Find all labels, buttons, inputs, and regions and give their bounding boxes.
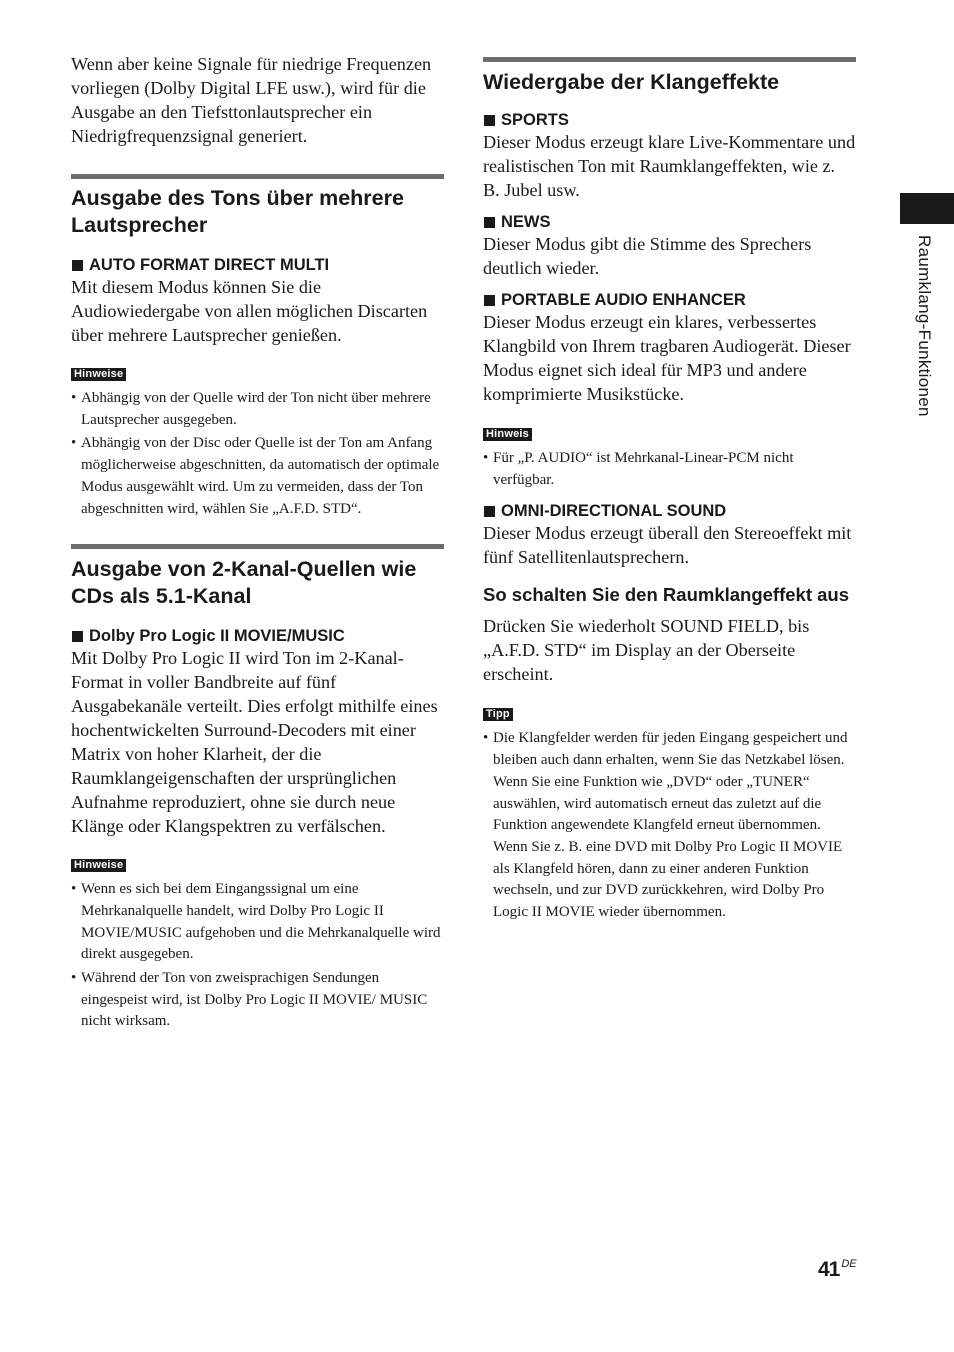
mode-title-text: Dolby Pro Logic II MOVIE/MUSIC: [89, 627, 345, 646]
tip-list: [483, 728, 856, 923]
mode-title-news: [483, 212, 856, 232]
mode-title-text: OMNI-DIRECTIONAL SOUND: [501, 502, 727, 521]
notes-badge: Hinweise: [71, 859, 126, 872]
notes-badge: Hinweise: [71, 368, 126, 381]
tip-item: • Die Klangfelder werden für jeden Eingang gespeichert und bleiben auch dann erhalten, wenn Sie das Netzkabel lösen. Wenn Sie eine Funktion wie „DVD“ oder „TUNER“ auswählen, wird automatisch erneut das zuletzt auf die Funktion angewendete Klangfeld erneut übernommen. Wenn Sie z. B. eine DVD mit Dolby Pro Logic II MOVIE als Klangfeld hören, dann zu einer anderen Funktion wechseln, und zur DVD zurückkehren, wird Dolby Pro Logic II MOVIE wieder übernommen.: [483, 728, 856, 923]
tip-header: [483, 704, 856, 722]
mode-title-omni: [483, 501, 856, 521]
chapter-tab-marker: [900, 193, 954, 224]
note-badge: Hinweis: [483, 428, 532, 441]
mode-title-text: AUTO FORMAT DIRECT MULTI: [89, 256, 330, 274]
mode-title-portable-audio: [483, 290, 856, 310]
subsection-title-switch-off: So schalten Sie den Raumklangeffekt aus: [483, 584, 849, 606]
mode-title-text: SPORTS: [501, 111, 569, 129]
mode-title-sports: [483, 110, 856, 130]
note-item: • Abhängig von der Disc oder Quelle ist der Ton am Anfang möglicherweise abgeschnitten, da automatisch der optimale Modus ausgewählt wird. Um zu vermeiden, dass der Ton abgeschnitten wird, wählen Sie „A.F.D. STD“.: [71, 433, 444, 520]
mode-description: Dieser Modus gibt die Stimme des Sprechers deutlich wieder.: [483, 234, 812, 278]
section-title-sound-effects: Wiedergabe der Klangeffekte: [483, 70, 780, 94]
square-bullet-icon: [484, 115, 495, 126]
square-bullet-icon: [484, 506, 495, 517]
page-language-suffix: DE: [841, 1258, 857, 1270]
note-item: • Während der Ton von zweisprachigen Sendungen eingespeist wird, ist Dolby Pro Logic II MOVIE/ MUSIC nicht wirksam.: [71, 968, 444, 1033]
page-number: [818, 1258, 857, 1282]
section-rule: [71, 174, 444, 179]
note-item: • Für „P. AUDIO“ ist Mehrkanal-Linear-PCM nicht verfügbar.: [483, 448, 856, 491]
notes-list: [71, 388, 444, 520]
mode-description: Mit Dolby Pro Logic II wird Ton im 2-Kanal-Format in voller Bandbreite auf fünf Ausgabekanäle verteilt. Dies erfolgt mithilfe eines hochentwickelten Surround-Decoders mit einer Matrix von hoher Klarheit, der die Raumklangeigenschaften der ursprünglichen Aufnahme reproduziert, ohne sie durch neue Klänge oder Klangspektren zu verfälschen.: [71, 648, 438, 837]
section-title-multi-speaker: Ausgabe des Tons über mehrere Lautsprecher: [71, 186, 404, 237]
square-bullet-icon: [72, 260, 83, 271]
square-bullet-icon: [484, 295, 495, 306]
notes-list: [71, 879, 444, 1033]
square-bullet-icon: [484, 217, 495, 228]
intro-paragraph: Wenn aber keine Signale für niedrige Frequenzen vorliegen (Dolby Digital LFE usw.), wird für die Ausgabe an den Tiefsttonlautsprecher ein Niedrigfrequenzsignal generiert.: [71, 54, 432, 146]
note-item: • Abhängig von der Quelle wird der Ton nicht über mehrere Lautsprecher ausgegeben.: [71, 388, 444, 431]
switch-off-description: Drücken Sie wiederholt SOUND FIELD, bis „A.F.D. STD“ im Display an der Oberseite erscheint.: [483, 616, 810, 685]
mode-title-text: PORTABLE AUDIO ENHANCER: [501, 291, 746, 309]
right-column: [483, 0, 856, 924]
notes-list: [483, 448, 856, 491]
mode-title-afd-multi: [71, 255, 444, 275]
mode-description: Dieser Modus erzeugt klare Live-Kommentare und realistischen Ton mit Raumklangeffekten, wie z. B. Jubel usw.: [483, 132, 856, 200]
notes-header: [71, 364, 444, 382]
note-header: [483, 424, 856, 442]
tip-badge: Tipp: [483, 708, 513, 721]
mode-description: Dieser Modus erzeugt überall den Stereoeffekt mit fünf Satellitenlautsprechern.: [483, 523, 852, 568]
page-number-value: 41: [818, 1258, 840, 1281]
mode-title-text: NEWS: [501, 213, 551, 231]
mode-description: Dieser Modus erzeugt ein klares, verbessertes Klangbild von Ihrem tragbaren Audiogerät. Dieser Modus eignet sich ideal für MP3 und andere komprimierte Musikstücke.: [483, 312, 851, 404]
section-title-2ch-to-51: Ausgabe von 2-Kanal-Quellen wie CDs als 5.1-Kanal: [71, 557, 417, 609]
chapter-side-label: Raumklang-Funktionen: [915, 235, 934, 417]
notes-header: [71, 855, 444, 873]
section-rule: [483, 57, 856, 62]
section-rule: [71, 544, 444, 549]
square-bullet-icon: [72, 631, 83, 642]
mode-description: Mit diesem Modus können Sie die Audiowiedergabe von allen möglichen Discarten über mehrere Lautsprecher genießen.: [71, 277, 428, 345]
left-column: [71, 0, 444, 1033]
note-item: • Wenn es sich bei dem Eingangssignal um eine Mehrkanalquelle handelt, wird Dolby Pro Logic II MOVIE/MUSIC aufgehoben und die Mehrkanalquelle wird direkt ausgegeben.: [71, 879, 444, 966]
mode-title-dolby-plii: [71, 626, 444, 646]
